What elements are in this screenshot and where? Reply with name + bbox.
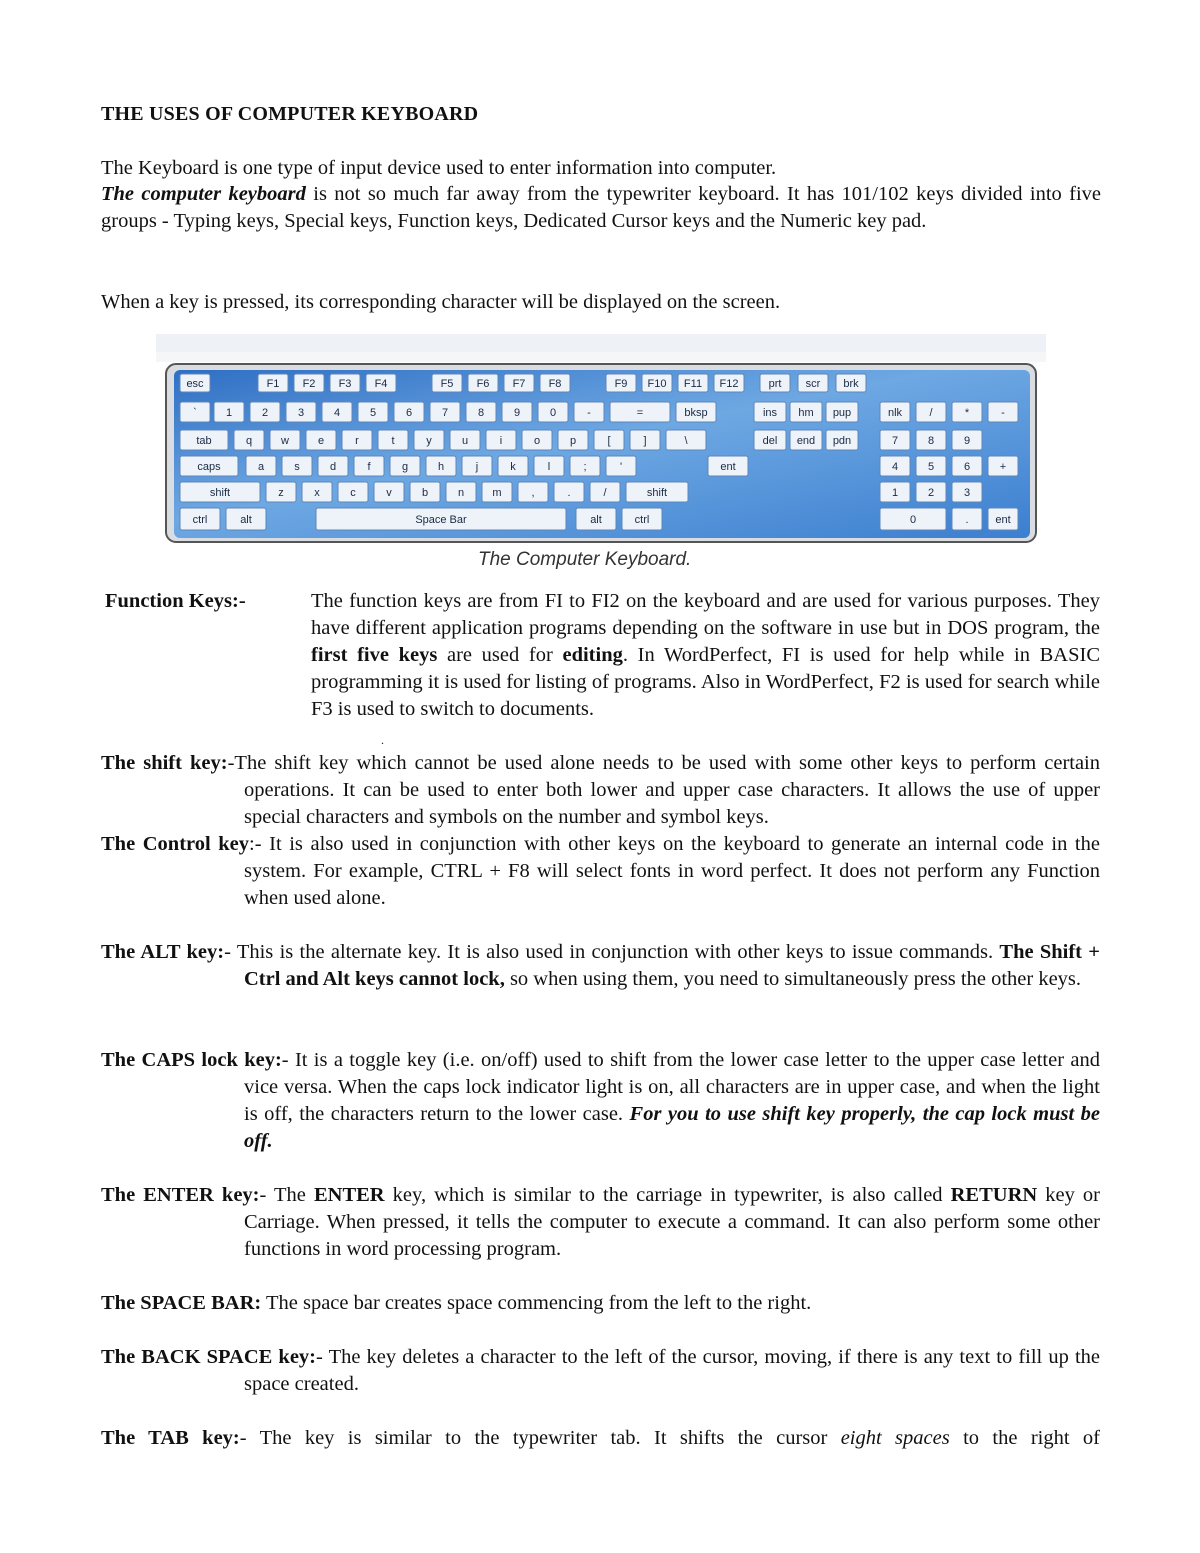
key-label-z-6: n — [457, 487, 465, 499]
key-label-a-14: 5 — [927, 461, 935, 473]
key-label-fn-0: esc — [186, 378, 204, 390]
key-label-z-7: m — [492, 487, 502, 499]
function-keys-body: The function keys are from FI to FI2 on the keyboard and are used for various purposes. They have different application programs depending on the software in use but in DOS program, the first five keys are used for editing. In WordPerfect, FI is used for help while in BASIC programming it is used for listing of programs. Also in WordPerfect, F2 is used for search while F3 is used to switch to documents. — [311, 590, 1100, 720]
function-keys-term: Function Keys:- — [105, 590, 246, 612]
key-label-b-4: ctrl — [634, 514, 650, 526]
key-label-q-11: [ — [607, 435, 611, 447]
key-label-fn-11: F11 — [683, 378, 703, 390]
key-label-num-15: hm — [798, 407, 814, 419]
key-label-fn-9: F9 — [614, 378, 628, 390]
key-label-b-6: . — [965, 514, 969, 526]
intro-emphasis: The computer keyboard — [101, 183, 306, 205]
key-label-num-0: ` — [193, 407, 197, 419]
key-label-num-19: * — [964, 407, 970, 419]
key-label-num-16: pup — [832, 407, 852, 419]
key-label-a-11: ' — [619, 461, 623, 473]
key-label-q-19: 9 — [963, 435, 971, 447]
backspace-key-definition: The BACK SPACE key:- The key deletes a character to the left of the cursor, moving, if there is any text to fill up the space created. — [101, 1346, 1100, 1395]
intro-paragraph: The computer keyboard is not so much far away from the typewriter keyboard. It has 101/102 keys divided into five groups - Typing keys, Special keys, Function keys, Dedicated Cursor keys and the Numeric key pad. — [101, 183, 1101, 232]
key-label-z-9: . — [567, 487, 571, 499]
key-label-z-12: 1 — [891, 487, 899, 499]
key-label-z-2: x — [314, 487, 320, 499]
key-label-q-3: e — [317, 435, 325, 447]
key-label-fn-10: F10 — [647, 378, 667, 390]
figure-caption: The Computer Keyboard. — [478, 549, 692, 570]
intro-keypress: When a key is pressed, its corresponding character will be displayed on the screen. — [101, 291, 781, 313]
key-label-a-1: a — [257, 461, 265, 473]
key-label-a-12: ent — [720, 461, 736, 473]
caps-lock-definition: The CAPS lock key:- It is a toggle key (i.e. on/off) used to shift from the lower case letter to the upper case letter and vice versa. When the caps lock indicator light is on, all characters are in upper case, and when the light is off, the characters return to the lower case. For you to use shift key properly, the cap lock must be off. — [101, 1049, 1100, 1152]
key-label-b-7: ent — [995, 514, 1011, 526]
key-label-b-2: Space Bar — [415, 514, 467, 526]
key-label-num-17: nlk — [887, 407, 903, 419]
key-label-fn-13: prt — [768, 378, 782, 390]
key-label-b-3: alt — [590, 514, 602, 526]
key-label-a-5: g — [401, 461, 409, 473]
key-label-num-14: ins — [762, 407, 778, 419]
key-label-fn-7: F7 — [512, 378, 526, 390]
key-label-z-14: 3 — [963, 487, 971, 499]
key-label-b-5: 0 — [909, 514, 917, 526]
key-label-q-15: end — [796, 435, 816, 447]
key-label-a-15: 6 — [963, 461, 971, 473]
key-label-fn-3: F3 — [338, 378, 352, 390]
key-label-q-14: del — [762, 435, 778, 447]
key-label-z-5: b — [421, 487, 429, 499]
stray-mark: . — [381, 733, 384, 747]
key-label-a-6: h — [437, 461, 445, 473]
key-label-a-0: caps — [197, 461, 221, 473]
enter-key-definition: The ENTER key:- The ENTER key, which is similar to the carriage in typewriter, is also called RETURN key or Carriage. When pressed, it tells the computer to execute a command. It can also perform some other functions in word processing program. — [101, 1184, 1101, 1260]
key-label-a-3: d — [329, 461, 337, 473]
key-label-z-13: 2 — [927, 487, 935, 499]
key-label-q-8: i — [499, 435, 503, 447]
key-label-z-3: c — [350, 487, 356, 499]
key-label-num-5: 5 — [369, 407, 377, 419]
keyboard-image — [156, 332, 1046, 572]
key-label-fn-2: F2 — [302, 378, 316, 390]
key-label-q-13: \ — [684, 435, 688, 447]
key-label-z-8: , — [531, 487, 535, 499]
key-label-q-10: p — [569, 435, 577, 447]
control-key-definition: The Control key:- It is also used in conjunction with other keys on the keyboard to generate an internal code in the system. For example, CTRL + F8 will select fonts in word perfect. It does not perform any Function when used alone. — [101, 833, 1100, 909]
key-label-fn-15: brk — [843, 378, 859, 390]
key-label-num-12: = — [636, 407, 644, 419]
key-label-a-13: 4 — [891, 461, 899, 473]
shift-key-definition: The shift key:-The shift key which cannot be used alone needs to be used with some other keys to perform certain operations. It can be used to enter both lower and upper case characters. It allows the use of upper special characters and symbols on the number and symbol keys. — [101, 752, 1101, 828]
key-label-q-12: ] — [643, 435, 647, 447]
key-label-a-7: j — [475, 461, 479, 473]
keyboard-figure — [156, 332, 1046, 572]
key-label-q-1: q — [245, 435, 253, 447]
key-label-num-6: 6 — [405, 407, 413, 419]
page-title: THE USES OF COMPUTER KEYBOARD — [101, 103, 479, 125]
key-label-fn-14: scr — [805, 378, 821, 390]
intro-line: The Keyboard is one type of input device used to enter information into computer. — [101, 157, 777, 179]
key-label-a-4: f — [367, 461, 371, 473]
key-label-q-4: r — [355, 435, 359, 447]
key-label-q-0: tab — [196, 435, 212, 447]
key-label-z-11: shift — [646, 487, 668, 499]
key-label-num-2: 2 — [261, 407, 269, 419]
key-label-num-11: - — [587, 407, 591, 419]
key-label-q-16: pdn — [832, 435, 852, 447]
space-bar-definition: The SPACE BAR: The space bar creates space commencing from the left to the right. — [101, 1292, 812, 1314]
key-label-num-10: 0 — [549, 407, 557, 419]
key-label-q-2: w — [281, 435, 289, 447]
alt-key-definition: The ALT key:- This is the alternate key. It is also used in conjunction with other keys to issue commands. The Shift + Ctrl and Alt keys cannot lock, so when using them, you need to simultaneously press the other keys. — [101, 941, 1100, 990]
key-label-fn-12: F12 — [719, 378, 739, 390]
key-label-z-1: z — [278, 487, 284, 499]
key-label-num-4: 4 — [333, 407, 341, 419]
key-label-q-18: 8 — [927, 435, 935, 447]
key-label-q-17: 7 — [891, 435, 899, 447]
key-label-num-7: 7 — [441, 407, 449, 419]
key-label-fn-1: F1 — [266, 378, 280, 390]
key-label-num-1: 1 — [225, 407, 233, 419]
key-label-num-18: / — [929, 407, 933, 419]
key-label-q-6: y — [426, 435, 432, 447]
key-label-z-10: / — [603, 487, 607, 499]
key-label-b-1: alt — [240, 514, 252, 526]
key-label-q-9: o — [533, 435, 541, 447]
key-label-fn-5: F5 — [440, 378, 454, 390]
key-label-num-8: 8 — [477, 407, 485, 419]
key-label-num-3: 3 — [297, 407, 305, 419]
key-label-q-5: t — [391, 435, 395, 447]
key-label-a-8: k — [510, 461, 516, 473]
key-label-fn-8: F8 — [548, 378, 562, 390]
key-label-num-9: 9 — [513, 407, 521, 419]
key-label-b-0: ctrl — [192, 514, 208, 526]
key-label-z-4: v — [386, 487, 392, 499]
key-label-q-7: u — [461, 435, 469, 447]
key-label-a-9: l — [547, 461, 551, 473]
key-label-a-16: + — [999, 461, 1007, 473]
key-label-a-10: ; — [583, 461, 587, 473]
tab-key-definition: The TAB key:- The key is similar to the typewriter tab. It shifts the cursor eight spaces to the right of — [101, 1427, 1100, 1449]
key-label-fn-4: F4 — [374, 378, 388, 390]
key-label-z-0: shift — [209, 487, 231, 499]
key-label-num-20: - — [1001, 407, 1005, 419]
key-label-num-13: bksp — [684, 407, 708, 419]
key-label-fn-6: F6 — [476, 378, 490, 390]
key-label-a-2: s — [294, 461, 300, 473]
